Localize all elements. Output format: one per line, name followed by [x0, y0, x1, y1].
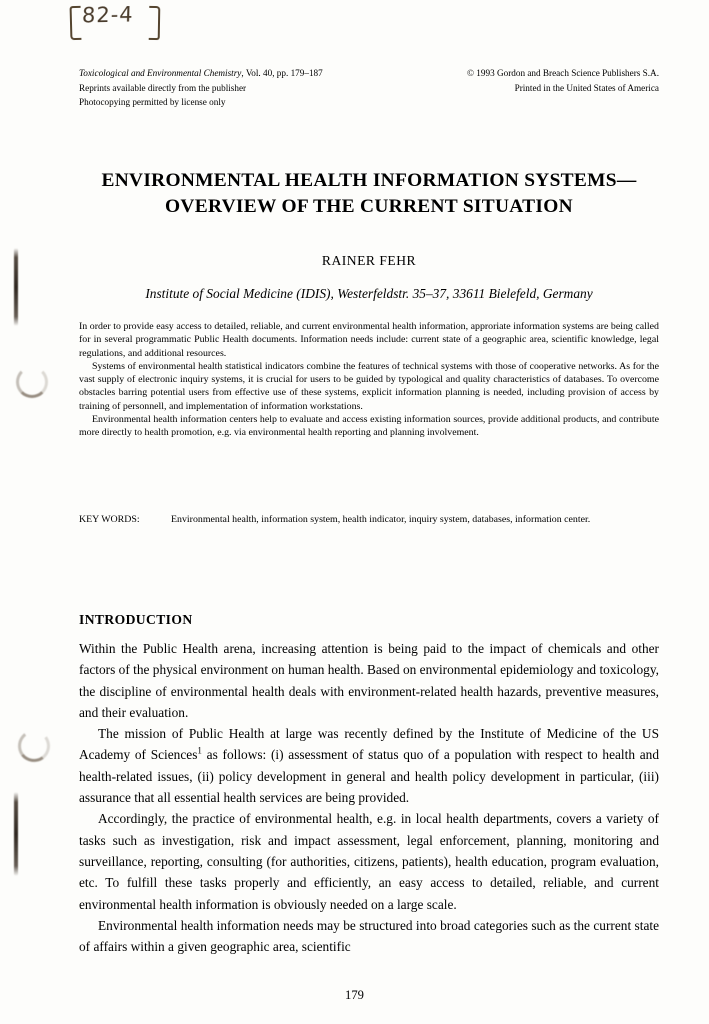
journal-header	[79, 66, 659, 110]
journal-header-row-1	[79, 66, 659, 81]
copyright-line: © 1993 Gordon and Breach Science Publishers S.A.	[467, 68, 659, 78]
abstract-paragraph: Systems of environmental health statistical indicators combine the features of technical systems with those of cooperative networks. As for the vast supply of electronic inquiry systems, it is crucial for users to be guided by typological and quality characteristics of databases. To overcome obstacles barring potential users from effective use of these systems, explicit information planning is needed, including provision of access by training of personnell, and implementation of information workstations.	[79, 360, 659, 412]
author-name: RAINER FEHR	[321, 253, 417, 268]
page-number: 179	[345, 988, 364, 1002]
keywords-list: Environmental health, information system, health indicator, inquiry system, databases, information center.	[171, 514, 591, 525]
photocopying-line: Photocopying permitted by license only	[79, 97, 226, 108]
body-paragraph: Environmental health information needs may be structured into broad categories such as the current state of affairs within a given geographic area, scientific	[79, 917, 659, 955]
abstract	[79, 320, 659, 440]
section-heading-introduction: INTRODUCTION	[79, 612, 193, 628]
author-affiliation: Institute of Social Medicine (IDIS), Westerfeldstr. 35–37, 33611 Bielefeld, Germany	[145, 286, 593, 301]
body-paragraph: Within the Public Health arena, increasing attention is being paid to the impact of chemicals and other factors of the physical environment on human health. Based on environmental epidemiology and toxicology, the discipline of environmental health deals with environment-related health hazards, preventive measures, and their evaluation.	[79, 641, 659, 720]
handwritten-annotation	[68, 2, 164, 42]
reprints-line: Reprints available directly from the publisher	[79, 82, 247, 93]
body-paragraph-part-a: The mission of Public Health at large was recently defined by the Institute of Medicine of the US Academy of Sciences	[79, 726, 659, 763]
body-text	[79, 638, 659, 957]
journal-header-row-3	[79, 95, 659, 110]
journal-volume-pages: , Vol. 40, pp. 179–187	[241, 68, 323, 78]
binder-hole-shadow-top	[14, 248, 18, 326]
journal-name: Toxicological and Environmental Chemistry	[79, 68, 242, 78]
annotation-bracket-right	[149, 6, 161, 40]
annotation-text: 82-4	[81, 2, 135, 28]
body-paragraph-with-citation	[79, 723, 659, 808]
journal-header-row-2	[79, 81, 659, 96]
keywords-block	[79, 513, 659, 526]
annotation-bracket-left	[70, 6, 82, 40]
abstract-paragraph: In order to provide easy access to detailed, reliable, and current environmental health information, approriate information systems are being called for in several programmatic Public Health documents. Information needs include: current state of a geographic area, scientific knowledge, legal regulations, and additional resources.	[79, 321, 659, 359]
body-paragraph: Accordingly, the practice of environmental health, e.g. in local health departments, covers a variety of tasks such as investigation, risk and impact assessment, legal enforcement, planning, monitoring and surveillance, reporting, consulting (for authorities, citizens, patients), health education, program evaluation, etc. To fulfill these tasks properly and efficiently, an easy access to detailed, reliable, and current environmental health information is obviously needed on a large scale.	[79, 811, 659, 912]
abstract-paragraph: Environmental health information centers help to evaluate and access existing information sources, provide additional products, and contribute more directly to health promotion, e.g. via environmental health reporting and planning involvement.	[79, 414, 659, 439]
body-paragraph-part-b: as follows: (i) assessment of status quo of a population with respect to health and health-related issues, (ii) policy development in general and health policy development in particular, (iii) assurance that all essential health services are being provided.	[79, 747, 659, 806]
journal-citation	[79, 66, 323, 81]
binder-hole-shadow-bottom	[14, 792, 18, 876]
binder-hole-arc-upper	[16, 366, 48, 398]
binder-hole-arc-lower	[16, 728, 52, 764]
printed-in-line: Printed in the United States of America	[514, 82, 659, 93]
keywords-label: KEY WORDS:	[79, 514, 140, 525]
citation-superscript: 1	[197, 746, 202, 757]
article-title: ENVIRONMENTAL HEALTH INFORMATION SYSTEMS—OVERVIEW OF THE CURRENT SITUATION	[101, 169, 637, 217]
